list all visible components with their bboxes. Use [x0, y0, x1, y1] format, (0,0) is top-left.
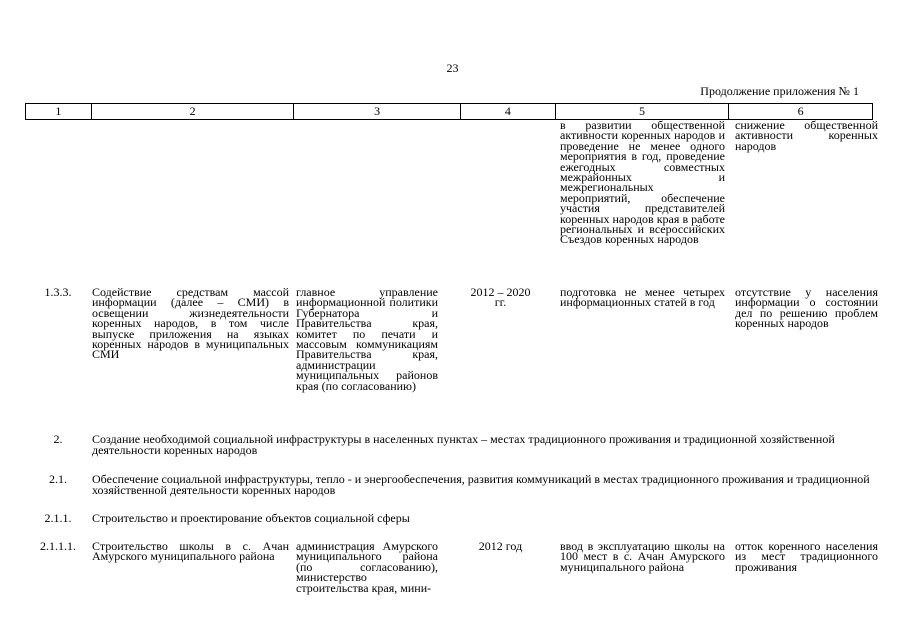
subsubsection-title: Строительство и проектирование объектов социальной сферы	[92, 511, 410, 525]
section-number: 2.	[53, 432, 63, 446]
row-result: ввод в эксплуатацию школы на 100 мест в с. Ачан Амурского муниципального района	[560, 539, 725, 574]
header-col-3: 3	[294, 104, 461, 119]
prev-row-risk: снижение общественной активности коренных народов	[735, 118, 878, 153]
prev-row-result: в развитии общественной активности коренных народов и проведение не менее одного мероприятия в год, проведение ежегодных совместных межрайонных и межрегиональных мероприятий, обеспечение участия представителей коренных народов края в работе региональных и всероссийских Съездов коренных народов	[560, 118, 725, 247]
subsubsection-number: 2.1.1.	[44, 511, 72, 525]
header-col-5: 5	[556, 104, 730, 119]
header-col-1: 1	[26, 104, 92, 119]
continuation-label: Продолжение приложения № 1	[700, 84, 859, 98]
header-col-4: 4	[461, 104, 556, 119]
row-executor: администрация Амурского муниципального района (по согласованию), министерство строительства края, мини-	[296, 539, 438, 595]
row-period-years: 2012 – 2020	[470, 285, 531, 299]
page-number: 23	[446, 61, 459, 75]
row-risk: отток коренного населения из мест традиционного проживания	[735, 539, 878, 574]
row-risk: отсутствие у населения информации о состоянии дел по решению проблем коренных народов	[735, 285, 878, 331]
row-activity: Строительство школы в с. Ачан Амурского муниципального района	[92, 539, 289, 564]
row-result: подготовка не менее четырех информационных статей в год	[560, 285, 725, 310]
header-col-2: 2	[92, 104, 295, 119]
subsection-number: 2.1.	[49, 472, 67, 486]
row-period: 2012 год	[478, 539, 523, 553]
section-title: Создание необходимой социальной инфраструктуры в населенных пунктах – местах традиционного проживания и традиционной хозяйственной деятельности коренных народов	[92, 432, 835, 457]
row-number: 1.3.3.	[44, 285, 72, 299]
row-executor: главное управление информационной политики Губернатора и Правительства края, комитет по печати и массовым коммуникациям Правительства края, администрации муниципальных районов края (по согласованию)	[296, 285, 438, 393]
row-period-suffix: гг.	[494, 295, 507, 310]
row-number: 2.1.1.1.	[40, 539, 76, 553]
row-period	[453, 287, 548, 308]
header-col-6: 6	[797, 104, 804, 118]
row-activity: Содействие средствам массой информации (далее – СМИ) в освещении жизнедеятельности коренных народов, в том числе выпуске приложения на языках коренных народов в муниципальных СМИ	[92, 285, 289, 362]
subsection-title: Обеспечение социальной инфраструктуры, тепло - и энергообеспечения, развития коммуникаций в местах традиционного проживания и традиционной хозяйственной деятельности коренных народов	[92, 472, 870, 497]
